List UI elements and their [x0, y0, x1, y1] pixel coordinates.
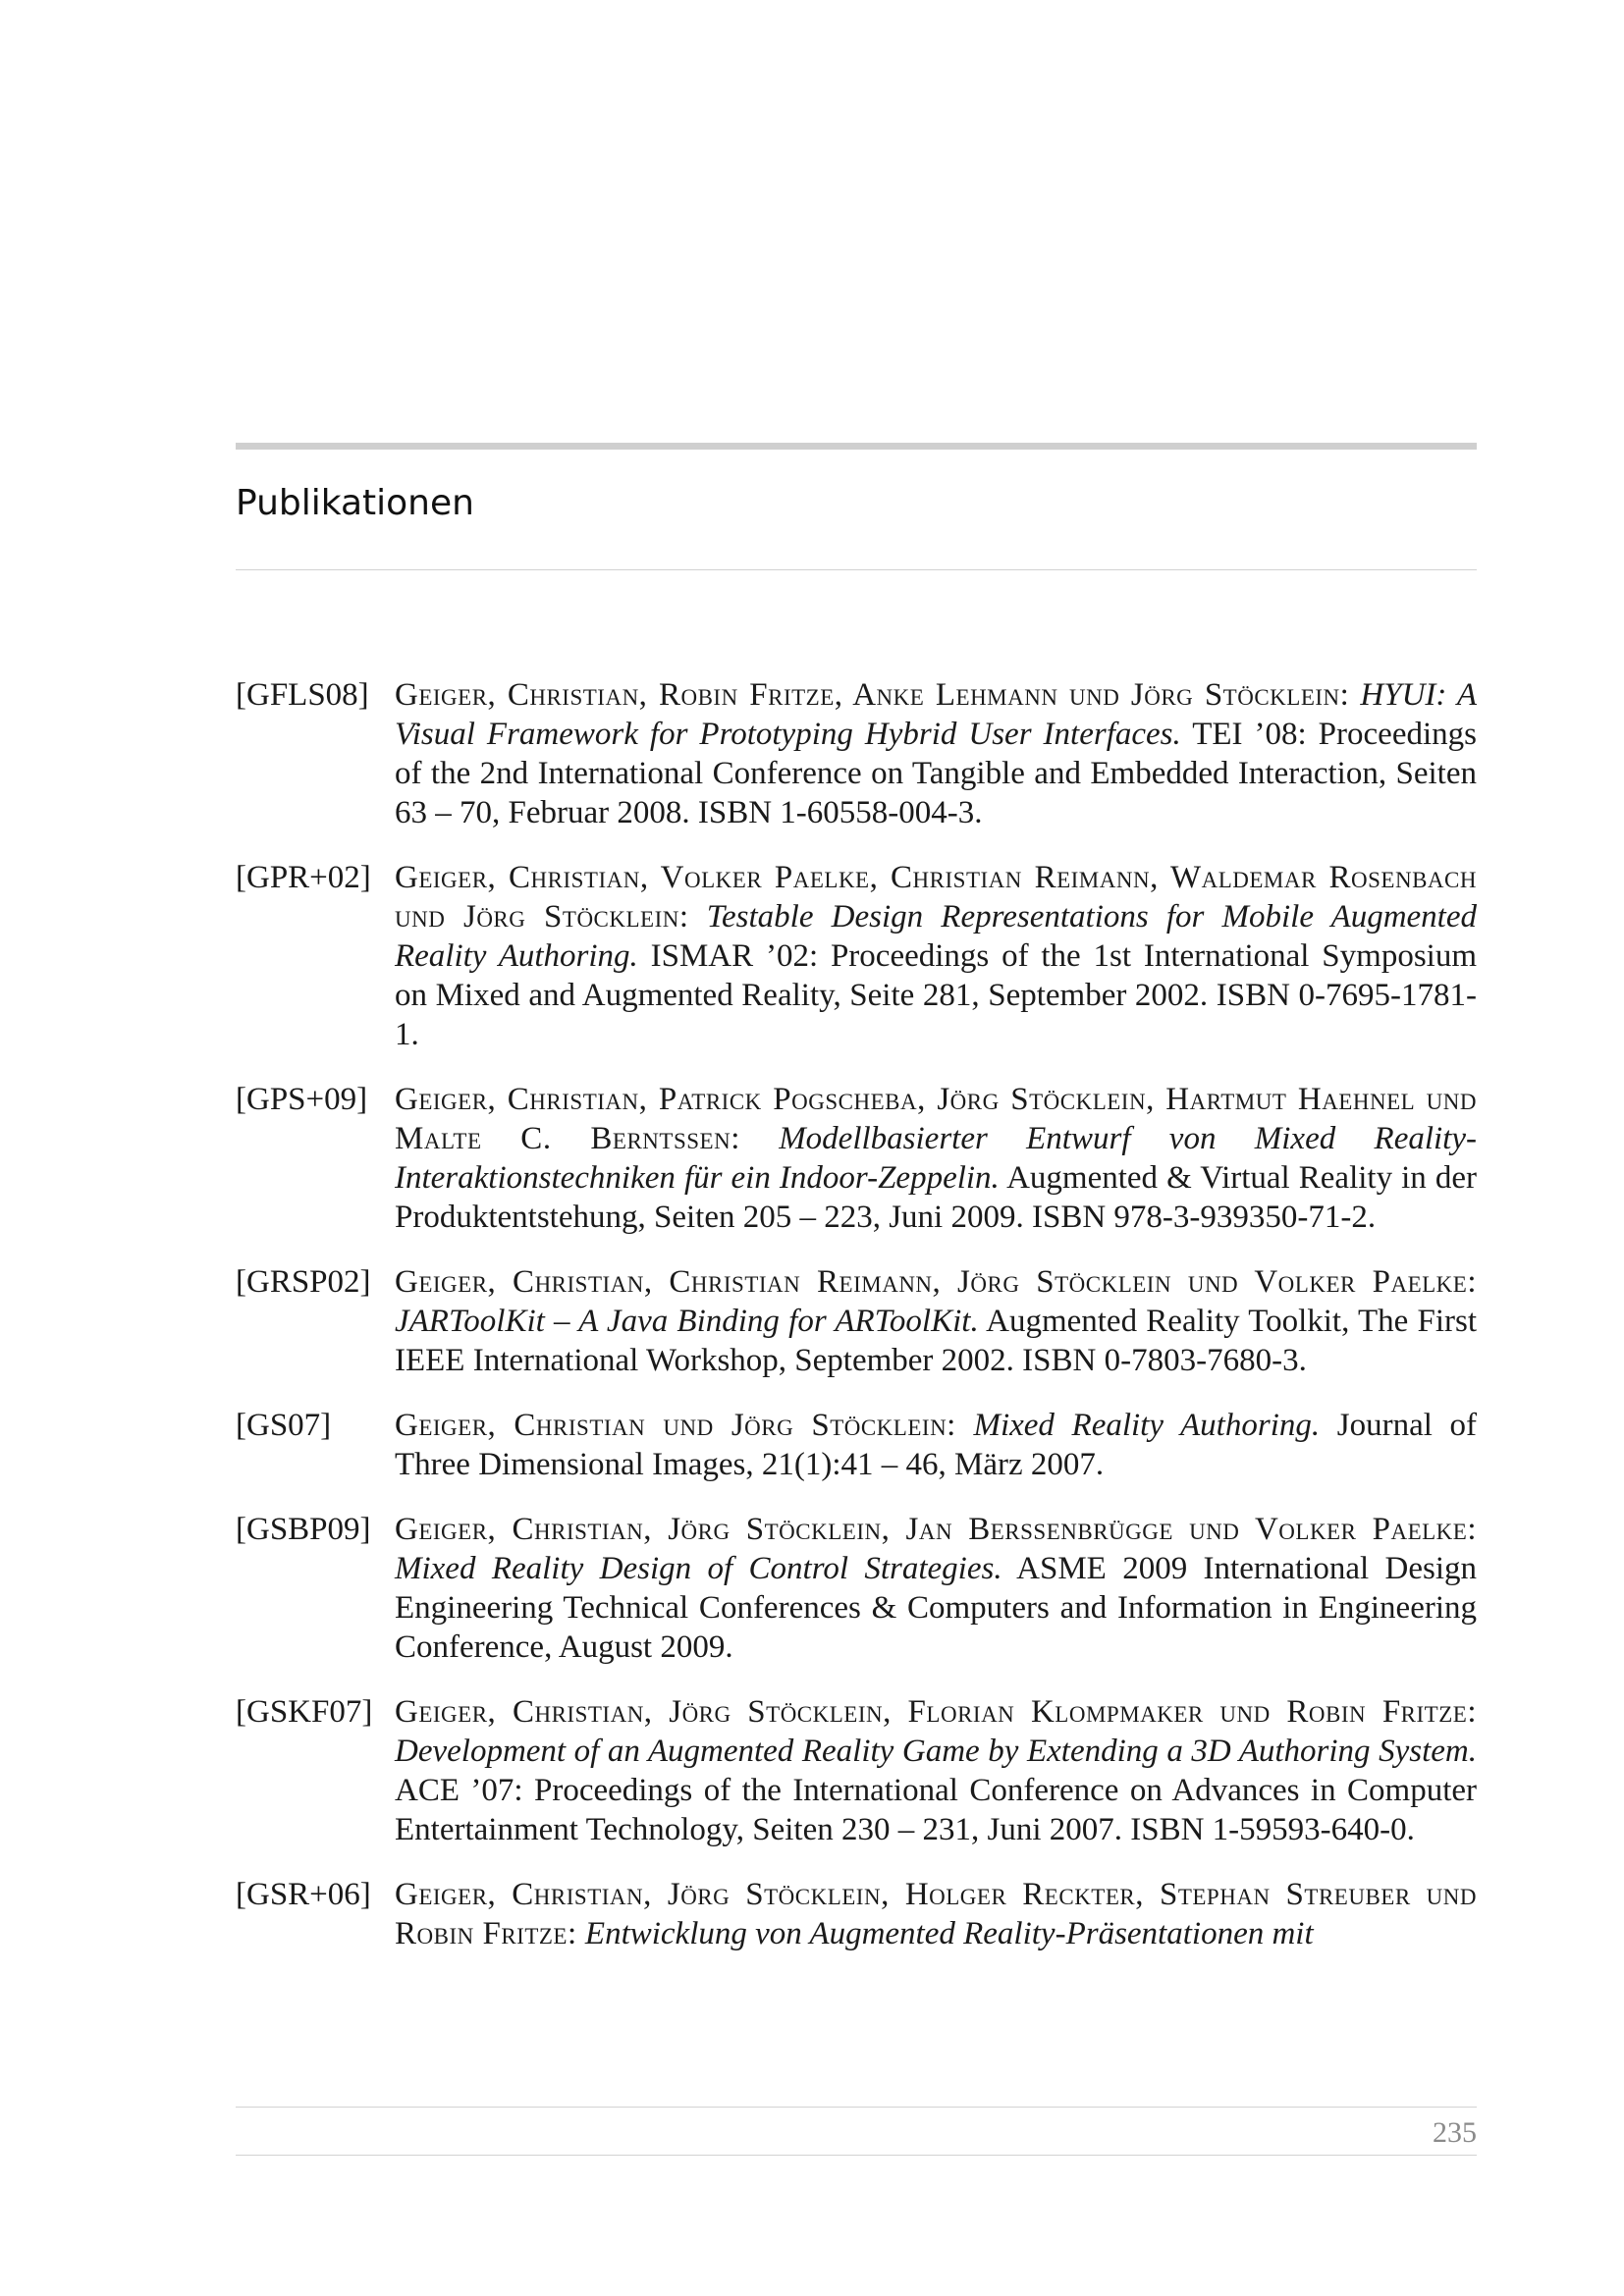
bib-details: TEI ’08: Proceedings of the 2nd International Conference on Tangible and Embedded Interaction, Seiten 63 – 70, Februar 2008. ISBN 1-60558-004-3. [395, 717, 1477, 830]
bib-entry [236, 1875, 1477, 1953]
bib-title: Mixed Reality Authoring. [973, 1408, 1321, 1443]
bib-title: HYUI: A Visual Framework for Prototyping Hybrid User Interfaces. [395, 677, 1477, 752]
bib-entry [236, 1692, 1477, 1849]
bib-details: Journal of Three Dimensional Images, 21(1):41 – 46, März 2007. [395, 1408, 1477, 1482]
bib-text [395, 1262, 1477, 1380]
chapter-title: Publikationen [236, 483, 474, 523]
bib-title: Modellbasierter Entwurf von Mixed Reality-Interaktionstechniken für ein Indoor-Zeppelin. [395, 1121, 1477, 1196]
bib-key: [GSBP09] [236, 1512, 371, 1547]
bib-authors: Geiger, Christian und Jörg Stöcklein: [395, 1408, 956, 1443]
bib-entry [236, 858, 1477, 1054]
bib-key: [GSR+06] [236, 1877, 371, 1912]
footer-rule-lower [236, 2155, 1477, 2156]
bib-text [395, 1875, 1477, 1953]
bib-title: JARToolKit – A Java Binding for ARToolKit. [395, 1304, 979, 1339]
bib-key: [GS07] [236, 1408, 332, 1443]
bib-text [395, 1510, 1477, 1667]
bib-entry [236, 1262, 1477, 1380]
bib-text [395, 858, 1477, 1054]
bib-key: [GFLS08] [236, 677, 369, 713]
bib-text [395, 1692, 1477, 1849]
bib-entry [236, 1510, 1477, 1667]
bib-title: Testable Design Representations for Mobile Augmented Reality Authoring. [395, 899, 1477, 974]
bib-key: [GPR+02] [236, 860, 371, 895]
bib-key: [GSKF07] [236, 1694, 373, 1730]
bib-authors: Geiger, Christian, Volker Paelke, Christian Reimann, Waldemar Rosenbach und Jörg Stöcklein: [395, 860, 1477, 934]
page-number: 235 [1433, 2116, 1477, 2149]
bib-title: Entwicklung von Augmented Reality-Präsentationen mit [584, 1916, 1314, 1951]
bib-details: Augmented Reality Toolkit, The First IEEE International Workshop, September 2002. ISBN 0-7803-7680-3. [395, 1304, 1477, 1378]
bib-details: ACE ’07: Proceedings of the International Conference on Advances in Computer Entertainment Technology, Seiten 230 – 231, Juni 2007. ISBN 1-59593-640-0. [395, 1773, 1477, 1847]
bib-key: [GRSP02] [236, 1264, 371, 1300]
bib-entry [236, 675, 1477, 832]
bib-authors: Geiger, Christian, Jörg Stöcklein, Jan Berssenbrügge und Volker Paelke: [395, 1512, 1477, 1547]
title-rule [236, 569, 1477, 570]
bibliography-list [236, 675, 1477, 1979]
bib-title: Mixed Reality Design of Control Strategies. [395, 1551, 1002, 1586]
bib-text [395, 1406, 1477, 1484]
footer-rule [236, 2107, 1477, 2108]
bib-text [395, 675, 1477, 832]
bib-authors: Geiger, Christian, Robin Fritze, Anke Lehmann und Jörg Stöcklein: [395, 677, 1350, 713]
bib-details: Augmented & Virtual Reality in der Produktentstehung, Seiten 205 – 223, Juni 2009. ISBN 978-3-939350-71-2. [395, 1160, 1478, 1235]
bib-text [395, 1080, 1477, 1237]
bib-key: [GPS+09] [236, 1082, 368, 1117]
top-rule [236, 443, 1477, 450]
bib-details: ASME 2009 International Design Engineering Technical Conferences & Computers and Information in Engineering Conference, August 2009. [395, 1551, 1477, 1665]
bib-details: ISMAR ’02: Proceedings of the 1st International Symposium on Mixed and Augmented Reality, Seite 281, September 2002. ISBN 0-7695-1781-1. [395, 938, 1477, 1052]
bib-entry [236, 1080, 1477, 1237]
bib-authors: Geiger, Christian, Jörg Stöcklein, Holger Reckter, Stephan Streuber und Robin Fritze: [395, 1877, 1477, 1951]
bib-authors: Geiger, Christian, Patrick Pogscheba, Jörg Stöcklein, Hartmut Haehnel und Malte C. Berntssen: [395, 1082, 1477, 1156]
bib-entry [236, 1406, 1477, 1484]
bib-authors: Geiger, Christian, Jörg Stöcklein, Florian Klompmaker und Robin Fritze: [395, 1694, 1477, 1730]
bib-authors: Geiger, Christian, Christian Reimann, Jörg Stöcklein und Volker Paelke: [395, 1264, 1477, 1300]
bib-title: Development of an Augmented Reality Game by Extending a 3D Authoring System. [395, 1734, 1477, 1769]
